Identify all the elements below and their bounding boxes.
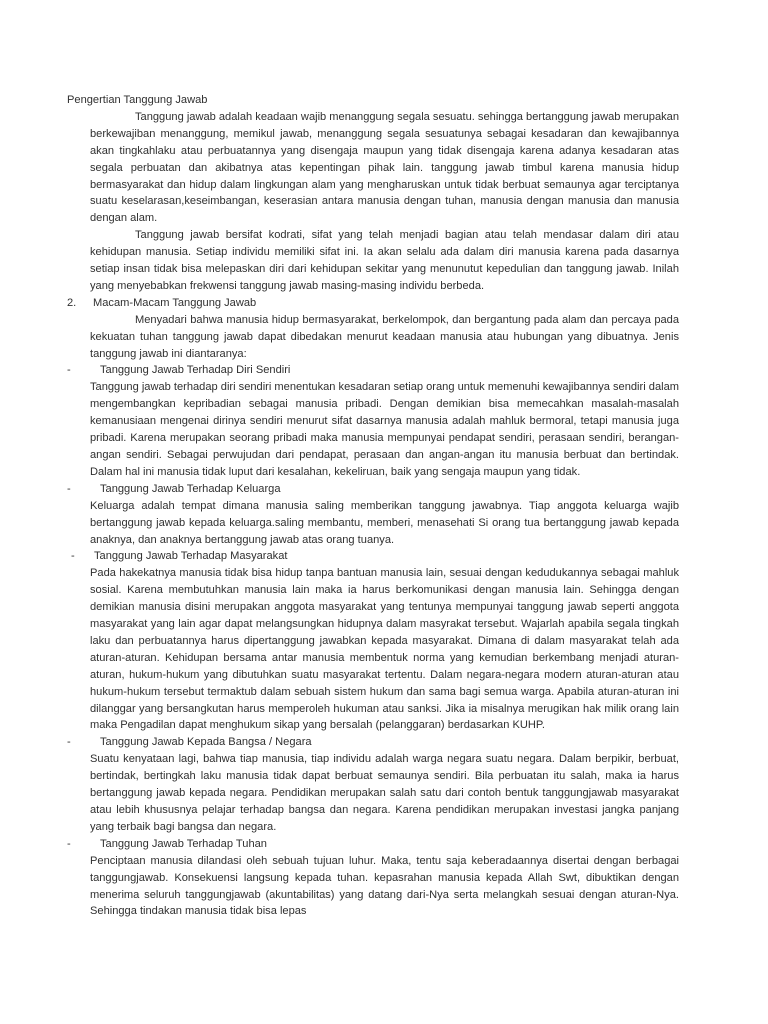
item-heading-diri-sendiri [0, 362, 768, 379]
item-paragraph: Tanggung jawab terhadap diri sendiri menentukan kesadaran setiap orang untuk memenuhi kewajibannya sendiri dalam mengembangkan kepribadian sebagai manusia pribadi. Dengan demikian bisa memecahkan masalah-masalah kemanusiaan mengenai dirinya sendiri menurut sifat dasarnya manusia adalah mahluk bermoral, tetapi manusia juga pribadi. Karena merupakan seorang pribadi maka manusia mempunyai pendapat sendiri, perasaan sendiri, berangan-angan sendiri. Sebagai perwujudan dari pendapat, perasaan dan angan-angan itu manusia berbuat dan bertindak. Dalam hal ini manusia tidak luput dari kesalahan, kekeliruan, baik yang sengaja maupun yang tidak. [90, 381, 679, 478]
section-number: 2. [67, 296, 77, 309]
item-title: Tanggung Jawab Terhadap Tuhan [100, 837, 267, 850]
item-title: Tanggung Jawab Terhadap Keluarga [100, 482, 281, 495]
item-body-bangsa-negara [90, 751, 679, 836]
bullet-dash: - [67, 364, 71, 377]
bullet-dash: - [71, 550, 75, 563]
item-body-masyarakat [90, 565, 679, 734]
item-paragraph: Pada hakekatnya manusia tidak bisa hidup tanpa bantuan manusia lain, sesuai dengan kedudukannya sebagai mahluk sosial. Karena membutuhkan manusia lain maka ia harus berkomunikasi dengan manusia lain. Sehingga dengan demikian manusia disini merupakan anggota masyarakat yang tentunya mempunyai tanggung jawab seperti anggota masyarakat yang lain agar dapat melangsungkan hidupnya dalam masyrakat tersebut. Wajarlah apabila segala tingkah laku dan perbuatannya harus dipertanggung jawabkan kepada masyarakat. Dimana di dalam masyarakat telah ada aturan-aturan. Kehidupan bersama antar manusia membentuk norma yang kemudian berkembang menjadi aturan-aturan, hukum-hukum yang dibutuhkan suatu masyarakat tertentu. Dalam negara-negara modern aturan-aturan atau hukum-hukum tersebut termaktub dalam sebuah sistem hukum dan sama bagi semua warga. Apabila aturan-aturan ini dilanggar yang bersangkutan harus memperoleh hukuman atau sanksi. Jika ia misalnya merugikan hak milik orang lain maka Pengadilan dapat menghukum sikap yang bersalah (pelanggaran) berdasarkan KUHP. [90, 567, 679, 732]
bullet-dash: - [67, 837, 71, 850]
item-title: Tanggung Jawab Terhadap Diri Sendiri [100, 364, 291, 377]
document-title: Pengertian Tanggung Jawab [67, 94, 208, 106]
intro-paragraph-2: Tanggung jawab bersifat kodrati, sifat yang telah menjadi bagian atau telah mendasar dalam diri atau kehidupan manusia. Setiap individu memiliki sifat ini. Ia akan selalu ada dalam diri manusia karena pada dasarnya setiap insan tidak bisa melepaskan diri dari kehidupan sekitar yang menunutut kepedulian dan tanggung jawab. Inilah yang menyebabkan frekwensi tanggung jawab masing-masing individu berbeda. [90, 229, 679, 292]
item-paragraph: Penciptaan manusia dilandasi oleh sebuah tujuan luhur. Maka, tentu saja keberadaannya disertai dengan berbagai tanggungjawab. Konsekuensi langsung kepada tuhan. kepasrahan manusia kepada Allah Swt, dibuktikan dengan menerima seluruh tanggungjawab (akuntabilitas) yang datang dari-Nya serta melangkah sesuai dengan aturan-Nya. Sehingga tindakan manusia tidak bisa lepas [90, 854, 679, 918]
section-2-heading [0, 295, 768, 312]
item-paragraph: Keluarga adalah tempat dimana manusia saling memberikan tanggung jawabnya. Tiap anggota keluarga wajib bertanggung jawab kepada keluarga.saling membantu, memberi, menasehati Si orang tua bertanggung jawab kepada anaknya, dan anaknya bertanggung jawab atas orang tuanya. [90, 499, 679, 546]
document-page [0, 92, 768, 920]
item-heading-masyarakat [0, 548, 768, 565]
item-body-tuhan [90, 853, 679, 921]
item-body-diri-sendiri [90, 379, 679, 480]
bullet-dash: - [67, 736, 71, 749]
item-heading-keluarga [0, 481, 768, 498]
intro-block [90, 109, 679, 295]
item-body-keluarga [90, 498, 679, 549]
item-title: Tanggung Jawab Terhadap Masyarakat [94, 550, 288, 563]
item-title: Tanggung Jawab Kepada Bangsa / Negara [100, 736, 312, 749]
section-2-title: Macam-Macam Tanggung Jawab [93, 296, 257, 309]
item-heading-bangsa-negara [0, 734, 768, 751]
bullet-dash: - [67, 482, 71, 495]
section-2-paragraph: Menyadari bahwa manusia hidup bermasyarakat, berkelompok, dan bergantung pada alam dan percaya pada kekuatan tuhan tanggung jawab dapat dibedakan menurut keadaan manusia atau hubungan yang dibuatnya. Jenis tanggung jawab ini diantaranya: [90, 313, 679, 360]
intro-paragraph-1: Tanggung jawab adalah keadaan wajib menanggung segala sesuatu. sehingga bertanggung jawab merupakan berkewajiban menanggung, memikul jawab, menanggung segala sesuatunya sebagai kesadaran dan kewajibannya akan tingkahlaku atau perbuatannya yang disengaja maupun yang tidak disengaja karena adanya kesadaran atas segala perbuatan dan akibatnya atas kepentingan pihak lain. tanggung jawab timbul karena manusia hidup bermasyarakat dan hidup dalam lingkungan alam yang mengharuskan untuk tidak berbuat semaunya agar terciptanya suatu keselarasan,keseimbangan, keserasian antara manusia dengan tuhan, manusia dengan manusia dan manusia dengan alam. [90, 110, 680, 225]
item-paragraph: Suatu kenyataan lagi, bahwa tiap manusia, tiap individu adalah warga negara suatu negara. Dalam berpikir, berbuat, bertindak, bertingkah laku manusia tidak dapat berbuat semaunya sendiri. Bila perbuatan itu salah, maka ia harus bertanggung jawab kepada negara. Pendidikan merupakan salah satu dari contoh bentuk tanggungjawab masyarakat atau lebih khususnya pelajar terhadap bangsa dan negara. Karena pendidikan merupakan investasi jangka panjang yang terbaik bagi bangsa dan negara. [90, 753, 679, 833]
item-heading-tuhan [0, 836, 768, 853]
section-2-block [90, 312, 679, 363]
